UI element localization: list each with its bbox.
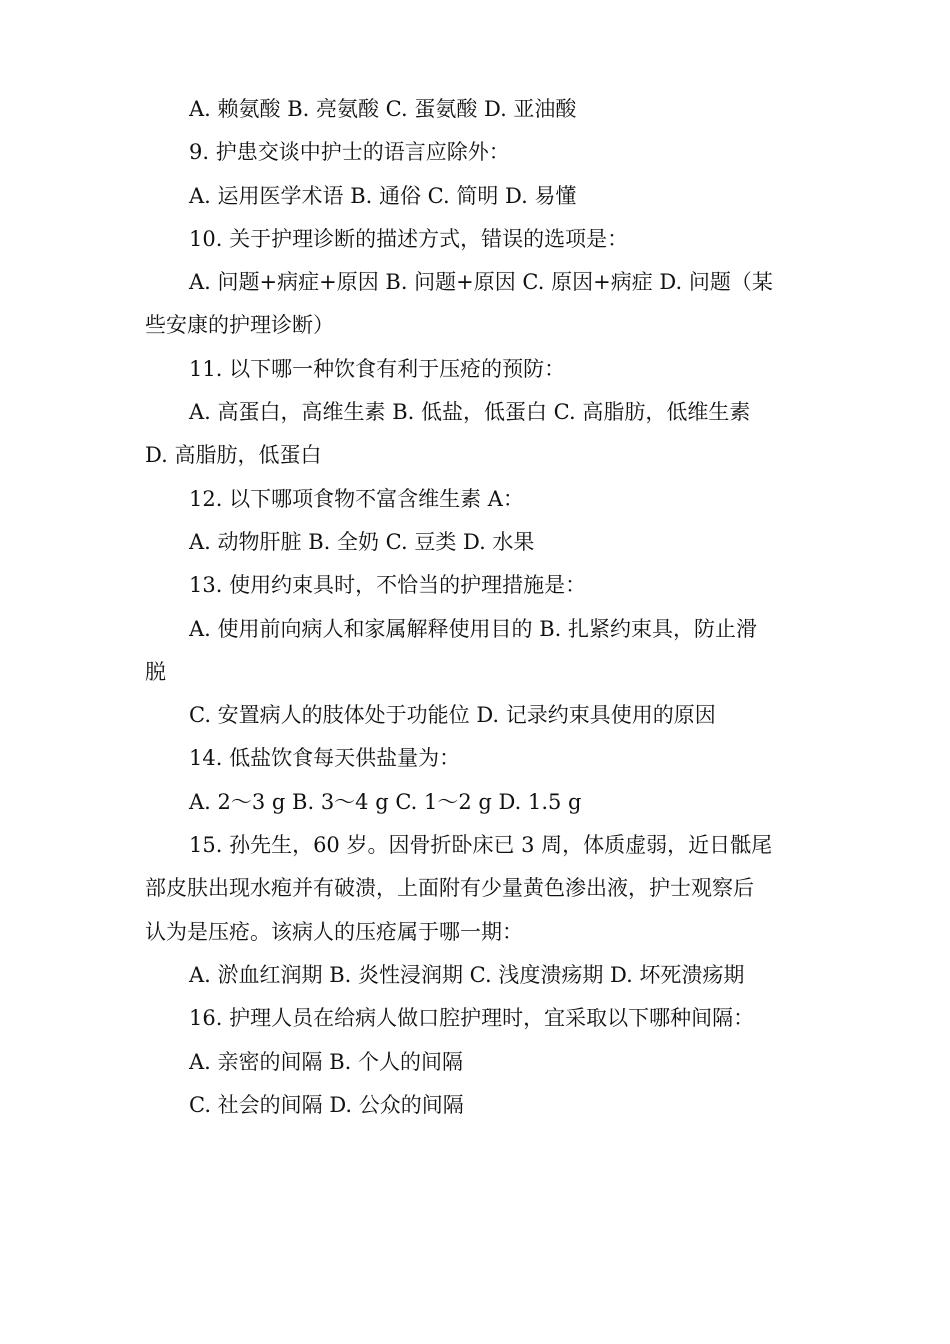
question-15-stem-continued: 部皮肤出现水疱并有破溃，上面附有少量黄色渗出液，护士观察后 (145, 876, 754, 901)
question-12-stem: 12. 以下哪项食物不富含维生素 A： (189, 486, 524, 511)
question-9-options: A. 运用医学术语 B. 通俗 C. 简明 D. 易懂 (189, 183, 577, 208)
question-10-options: A. 问题+病症+原因 B. 问题+原因 C. 原因+病症 D. 问题（某 (189, 270, 773, 295)
question-13-options-continued: 脱 (145, 659, 166, 684)
question-11-options-continued: D. 高脂肪，低蛋白 (145, 443, 322, 468)
question-11-stem: 11. 以下哪一种饮食有利于压疮的预防： (189, 356, 566, 381)
question-8-options: A. 赖氨酸 B. 亮氨酸 C. 蛋氨酸 D. 亚油酸 (189, 97, 577, 121)
question-16-options: A. 亲密的间隔 B. 个人的间隔 (189, 1049, 463, 1074)
question-15-options: A. 淤血红润期 B. 炎性浸润期 C. 浅度溃疡期 D. 坏死溃疡期 (189, 962, 745, 987)
question-14-options: A. 2～3 g B. 3～4 g C. 1～2 g D. 1.5 g (189, 789, 582, 814)
question-9-stem: 9. 护患交谈中护士的语言应除外： (189, 140, 510, 165)
question-10-options-continued: 些安康的护理诊断） (145, 313, 334, 338)
question-13-options-second-row: C. 安置病人的肢体处于功能位 D. 记录约束具使用的原因 (189, 703, 716, 728)
question-16-options-second-row: C. 社会的间隔 D. 公众的间隔 (189, 1092, 464, 1117)
question-12-options: A. 动物肝脏 B. 全奶 C. 豆类 D. 水果 (189, 529, 535, 554)
question-16-stem: 16. 护理人员在给病人做口腔护理时，宜采取以下哪种间隔： (189, 1006, 755, 1031)
question-15-stem: 15. 孙先生，60 岁。因骨折卧床已 3 周，体质虚弱，近日骶尾 (189, 833, 773, 858)
question-11-options: A. 高蛋白，高维生素 B. 低盐，低蛋白 C. 高脂肪，低维生素 (189, 400, 751, 425)
document-body (145, 88, 807, 1127)
question-14-stem: 14. 低盐饮食每天供盐量为： (189, 746, 461, 771)
question-13-options: A. 使用前向病人和家属解释使用目的 B. 扎紧约束具，防止滑 (189, 616, 757, 641)
question-15-stem-end: 认为是压疮。该病人的压疮属于哪一期： (145, 919, 523, 944)
question-13-stem: 13. 使用约束具时，不恰当的护理措施是： (189, 573, 587, 598)
question-10-stem: 10. 关于护理诊断的描述方式，错误的选项是： (189, 226, 629, 251)
